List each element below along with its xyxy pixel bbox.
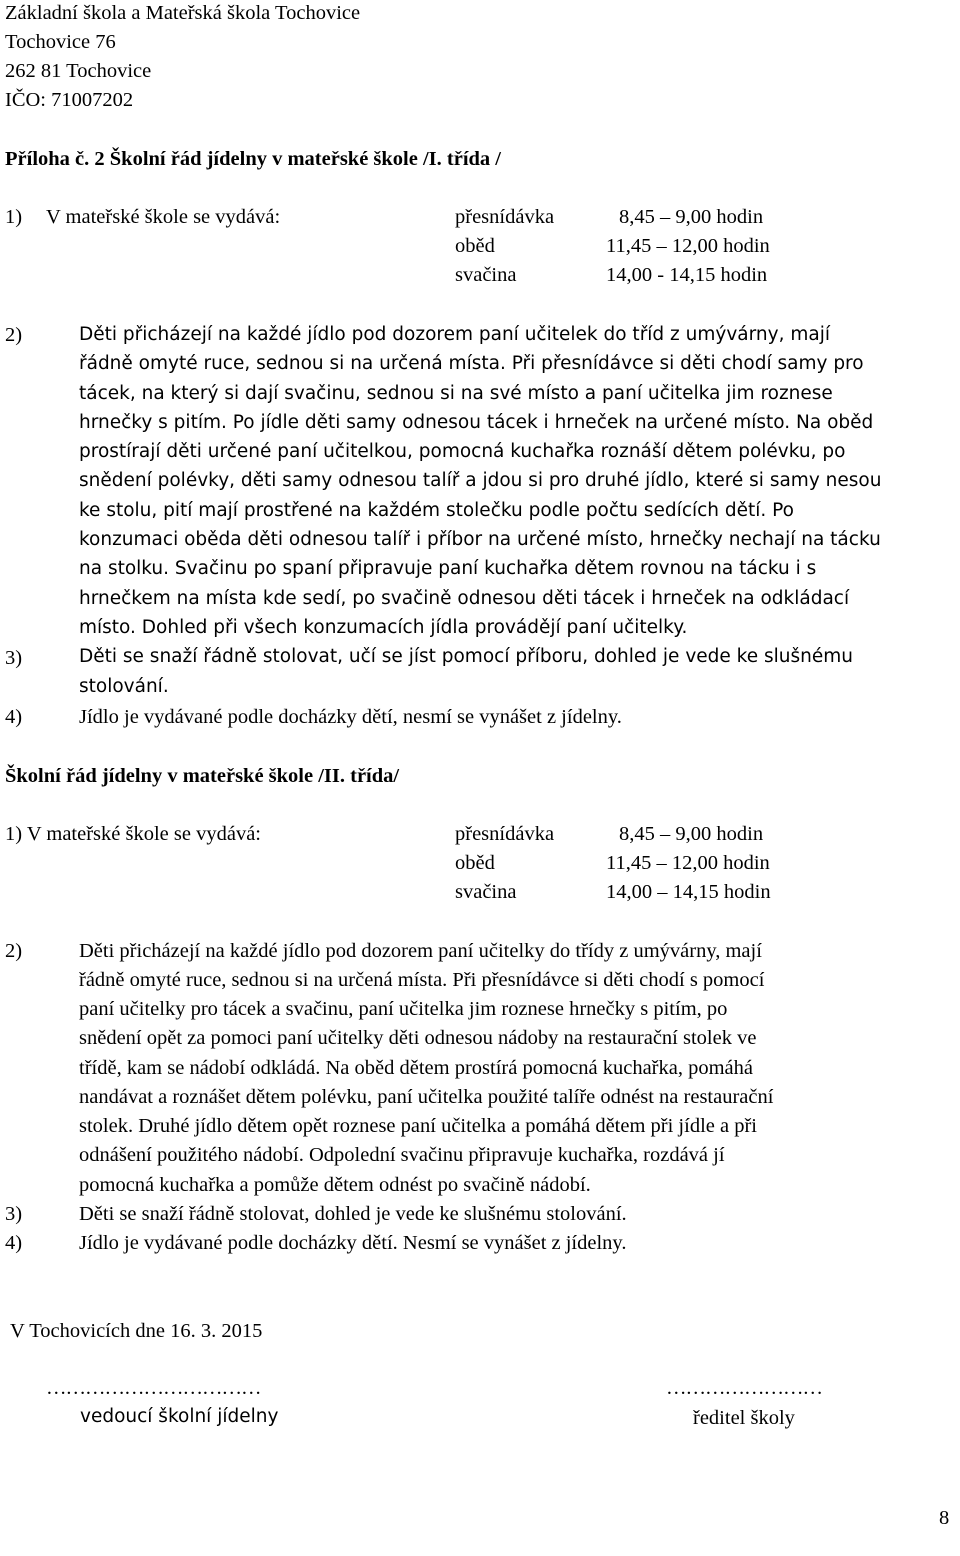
school-name: Základní škola a Mateřská škola Tochovice [5, 2, 361, 24]
school-city: 262 81 Tochovice [5, 60, 152, 82]
section2-item3-text: Děti se snaží řádně stolovat, dohled je vede ke slušnému stolování. [79, 1203, 627, 1225]
section2-item2-line: paní učitelky pro tácek a svačinu, paní učitelka jim roznese hrnečky s pitím, po [79, 998, 728, 1020]
section2-item2-line: stolek. Druhé jídlo dětem opět roznese paní učitelka a pomáhá dětem při jídle a při [79, 1115, 757, 1137]
section2-item4-text: Jídlo je vydávané podle docházky dětí. Nesmí se vynášet z jídelny. [79, 1232, 627, 1254]
section1-meal-time: 8,45 – 9,00 hodin [619, 206, 764, 228]
section1-item2-line: řádně omyté ruce, sednou si na určená místa. Při přesnídávce si děti chodí samy pro [79, 353, 864, 374]
signature-line-left: …………………………… [46, 1377, 261, 1399]
section1-item2-line: hrnečkem na místa kde sedí, po svačině odnesou děti tácek i hrneček na odkládací [79, 588, 850, 609]
section1-item3-line: stolování. [79, 676, 169, 697]
signature-line-right: …………………… [666, 1377, 822, 1399]
section2-item2-line: snědení opět za pomoci paní učitelky děti odnesou nádoby na restaurační stolek ve [79, 1027, 757, 1049]
section1-item2-number: 2) [5, 324, 23, 346]
date-line: V Tochovicích dne 16. 3. 2015 [10, 1320, 263, 1342]
page-number: 8 [939, 1507, 950, 1529]
section1-item2-line: místo. Dohled při všech konzumacích jídla provádějí paní učitelky. [79, 617, 688, 638]
section1-item4-number: 4) [5, 706, 23, 728]
section2-item2-line: Děti přicházejí na každé jídlo pod dozorem paní učitelky do třídy z umývárny, mají [79, 940, 762, 962]
section1-item3-line: Děti se snaží řádně stolovat, učí se jíst pomocí příboru, dohled je vede ke slušnému [79, 646, 853, 667]
section1-meal-name: oběd [455, 235, 495, 257]
section1-item2-line: na stolku. Svačinu po spaní připravuje paní kuchařka dětem rovnou na tácku i s [79, 558, 817, 579]
section1-meal-time: 11,45 – 12,00 hodin [606, 235, 770, 257]
section1-title: Příloha č. 2 Školní řád jídelny v mateřské škole /I. třída / [5, 148, 501, 170]
section2-item2-line: třídě, kam se nádobí odkládá. Na oběd dětem prostírá pomocná kuchařka, pomáhá [79, 1057, 753, 1079]
section2-meal-time: 8,45 – 9,00 hodin [619, 823, 764, 845]
section1-item2-line: Děti přicházejí na každé jídlo pod dozorem paní učitelek do tříd z umývárny, mají [79, 324, 830, 345]
section1-item1-label: V mateřské škole se vydává: [46, 206, 281, 228]
section1-meal-time: 14,00 - 14,15 hodin [606, 264, 768, 286]
section2-item1-label: 1) V mateřské škole se vydává: [5, 823, 261, 845]
section2-item2-line: pomocná kuchařka a pomůže dětem odnést po svačině nádobí. [79, 1174, 591, 1196]
section2-item2-line: nandávat a roznášet dětem polévku, paní učitelka použité talíře odnést na restaurační [79, 1086, 774, 1108]
section2-meal-name: svačina [455, 881, 517, 903]
section1-item3-number: 3) [5, 647, 23, 669]
section2-title: Školní řád jídelny v mateřské škole /II. třída/ [5, 765, 400, 787]
section2-item3-number: 3) [5, 1203, 23, 1225]
section2-item2-line: řádně omyté ruce, sednou si na určená místa. Při přesnídávce si děti chodí s pomocí [79, 969, 765, 991]
section1-item2-line: konzumaci oběda děti odnesou talíř i příbor na určené místo, hrnečky nechají na tácku [79, 529, 881, 550]
section1-meal-name: svačina [455, 264, 517, 286]
section1-item2-line: hrnečky s pitím. Po jídle děti samy odnesou tácek i hrneček na určené místo. Na oběd [79, 412, 874, 433]
section1-meal-name: přesnídávka [455, 206, 555, 228]
section1-item4-text: Jídlo je vydávané podle docházky dětí, nesmí se vynášet z jídelny. [79, 706, 622, 728]
school-street: Tochovice 76 [5, 31, 116, 53]
school-ico: IČO: 71007202 [5, 89, 134, 111]
section2-meal-name: oběd [455, 852, 495, 874]
section2-item4-number: 4) [5, 1232, 23, 1254]
signature-label-left: vedoucí školní jídelny [80, 1406, 279, 1427]
section2-item2-number: 2) [5, 940, 23, 962]
section2-meal-time: 11,45 – 12,00 hodin [606, 852, 770, 874]
section1-item1-number: 1) [5, 206, 23, 228]
section2-meal-time: 14,00 – 14,15 hodin [606, 881, 771, 903]
section1-item2-line: prostírají děti určené paní učitelkou, pomocná kuchařka roznáší dětem polévku, po [79, 441, 846, 462]
section1-item2-line: snědení polévky, děti samy odnesou talíř a jdou si pro druhé jídlo, které si samy nesou [79, 470, 882, 491]
section2-meal-name: přesnídávka [455, 823, 555, 845]
section1-item2-line: ke stolu, pití mají prostřené na každém stolečku podle počtu sedících dětí. Po [79, 500, 794, 521]
section2-item2-line: odnášení použitého nádobí. Odpolední svačinu připravuje kuchařka, rozdává jí [79, 1144, 725, 1166]
section1-item2-line: tácek, na který si dají svačinu, sednou si na své místo a paní učitelka jim roznese [79, 383, 833, 404]
signature-label-right: ředitel školy [693, 1407, 795, 1429]
